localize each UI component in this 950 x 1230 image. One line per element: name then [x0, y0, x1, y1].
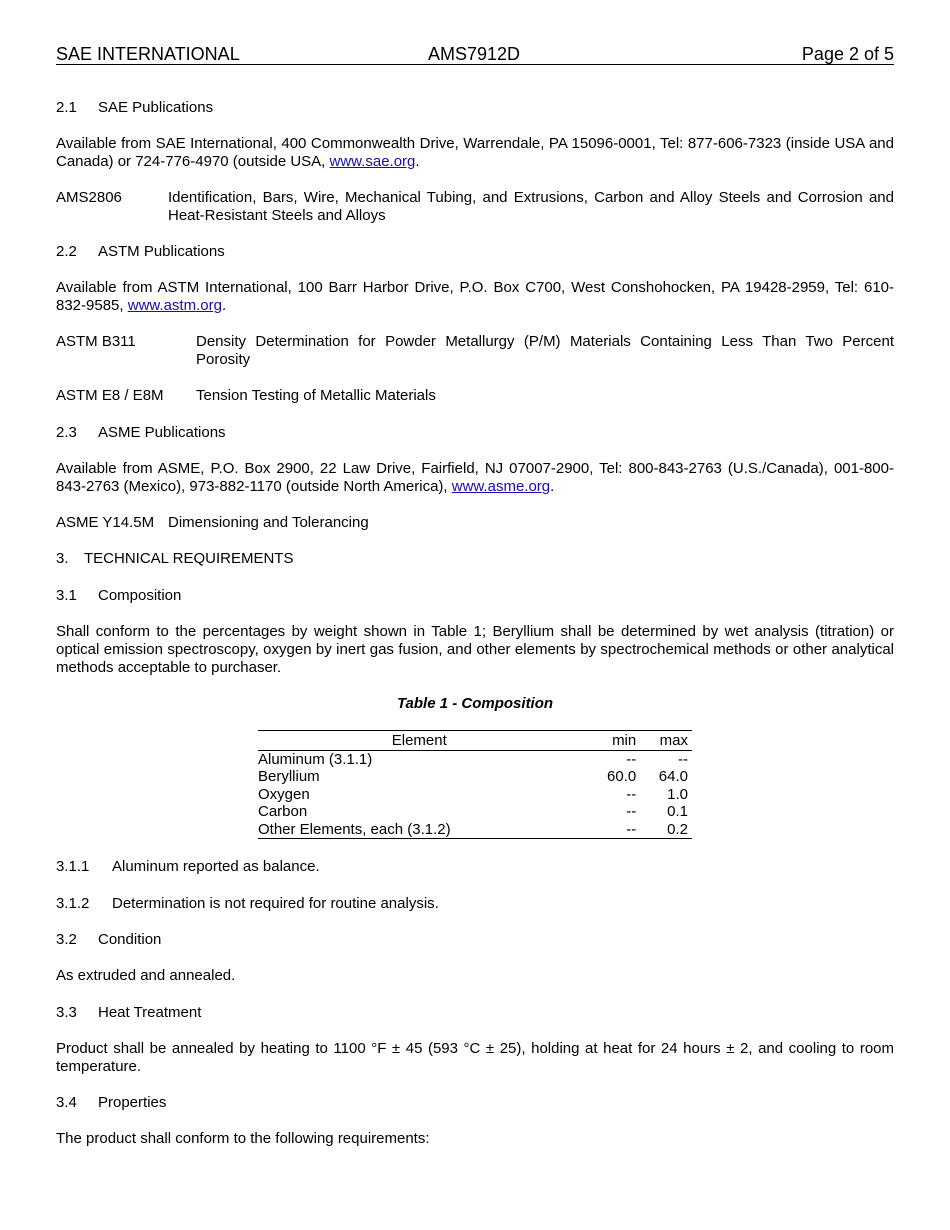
section-2-1-heading: 2.1 SAE Publications — [56, 99, 214, 116]
section-2-3-availability: Available from ASME, P.O. Box 2900, 22 Law Drive, Fairfield, NJ 07007-2900, Tel: 800-843-2763 (U.S./Canada), 001-800-843-2763 (Mexico), 973-882-1170 (outside North America), www.asme.org. — [56, 460, 894, 495]
section-3-2-text: As extruded and annealed. — [56, 967, 236, 984]
reference-astm-b311: ASTM B311 Density Determination for Powder Metallurgy (P/M) Materials Containing Less Than Two Percent Porosity — [56, 333, 894, 368]
table-row: Other Elements, each (3.1.2) -- 0.2 — [258, 821, 692, 839]
section-3-1-heading: 3.1 Composition — [56, 587, 182, 604]
section-2-1-availability: Available from SAE International, 400 Commonwealth Drive, Warrendale, PA 15096-0001, Tel: 877-606-7323 (inside USA and Canada) or 724-776-4970 (outside USA, www.sae.org. — [56, 135, 894, 170]
section-3-3-heading: 3.3 Heat Treatment — [56, 1004, 202, 1021]
section-3-3-text: Product shall be annealed by heating to 1100 °F ± 45 (593 °C ± 25), holding at heat for 24 hours ± 2, and cooling to room temperature. — [56, 1040, 894, 1075]
reference-ams2806: AMS2806 Identification, Bars, Wire, Mechanical Tubing, and Extrusions, Carbon and Alloy Steels and Corrosion and Heat-Resistant Steels and Alloys — [56, 189, 894, 224]
reference-asme-y14: ASME Y14.5M Dimensioning and Tolerancing — [56, 514, 369, 531]
column-header-element: Element — [258, 731, 585, 751]
column-header-max: max — [640, 731, 692, 751]
section-2-2-availability: Available from ASTM International, 100 Barr Harbor Drive, P.O. Box C700, West Conshohocken, PA 19428-2959, Tel: 610-832-9585, www.astm.org. — [56, 279, 894, 314]
section-2-2-heading: 2.2 ASTM Publications — [56, 243, 225, 260]
section-3-2-heading: 3.2 Condition — [56, 931, 162, 948]
sae-link[interactable]: www.sae.org — [329, 153, 416, 170]
section-3-heading: 3. TECHNICAL REQUIREMENTS — [56, 550, 294, 567]
page-header — [56, 44, 894, 65]
column-header-min: min — [585, 731, 641, 751]
astm-link[interactable]: www.astm.org — [127, 297, 222, 314]
header-doc-number: AMS7912D — [428, 44, 521, 64]
section-3-4-text: The product shall conform to the following requirements: — [56, 1130, 430, 1147]
section-3-4-heading: 3.4 Properties — [56, 1094, 167, 1111]
table-row: Carbon -- 0.1 — [258, 803, 688, 820]
table-row: Beryllium 60.0 64.0 — [258, 768, 688, 785]
section-3-1-1: 3.1.1 Aluminum reported as balance. — [56, 858, 320, 875]
header-org: SAE INTERNATIONAL — [56, 44, 240, 64]
composition-table — [258, 730, 692, 839]
table-row: Aluminum (3.1.1) -- -- — [258, 750, 688, 768]
table-1-caption: Table 1 - Composition — [396, 695, 554, 712]
section-3-1-text: Shall conform to the percentages by weight shown in Table 1; Beryllium shall be determined by wet analysis (titration) or optical emission spectroscopy, oxygen by inert gas fusion, and other elements by spectrochemical methods or other analytical methods acceptable to purchaser. — [56, 623, 894, 676]
section-3-1-2: 3.1.2 Determination is not required for routine analysis. — [56, 895, 439, 912]
table-header-row — [258, 731, 692, 751]
table-row: Oxygen -- 1.0 — [258, 785, 688, 803]
section-2-3-heading: 2.3 ASME Publications — [56, 424, 226, 441]
reference-astm-e8: ASTM E8 / E8M Tension Testing of Metallic Materials — [56, 387, 436, 404]
header-page-number: Page 2 of 5 — [801, 44, 894, 64]
asme-link[interactable]: www.asme.org — [451, 478, 551, 495]
